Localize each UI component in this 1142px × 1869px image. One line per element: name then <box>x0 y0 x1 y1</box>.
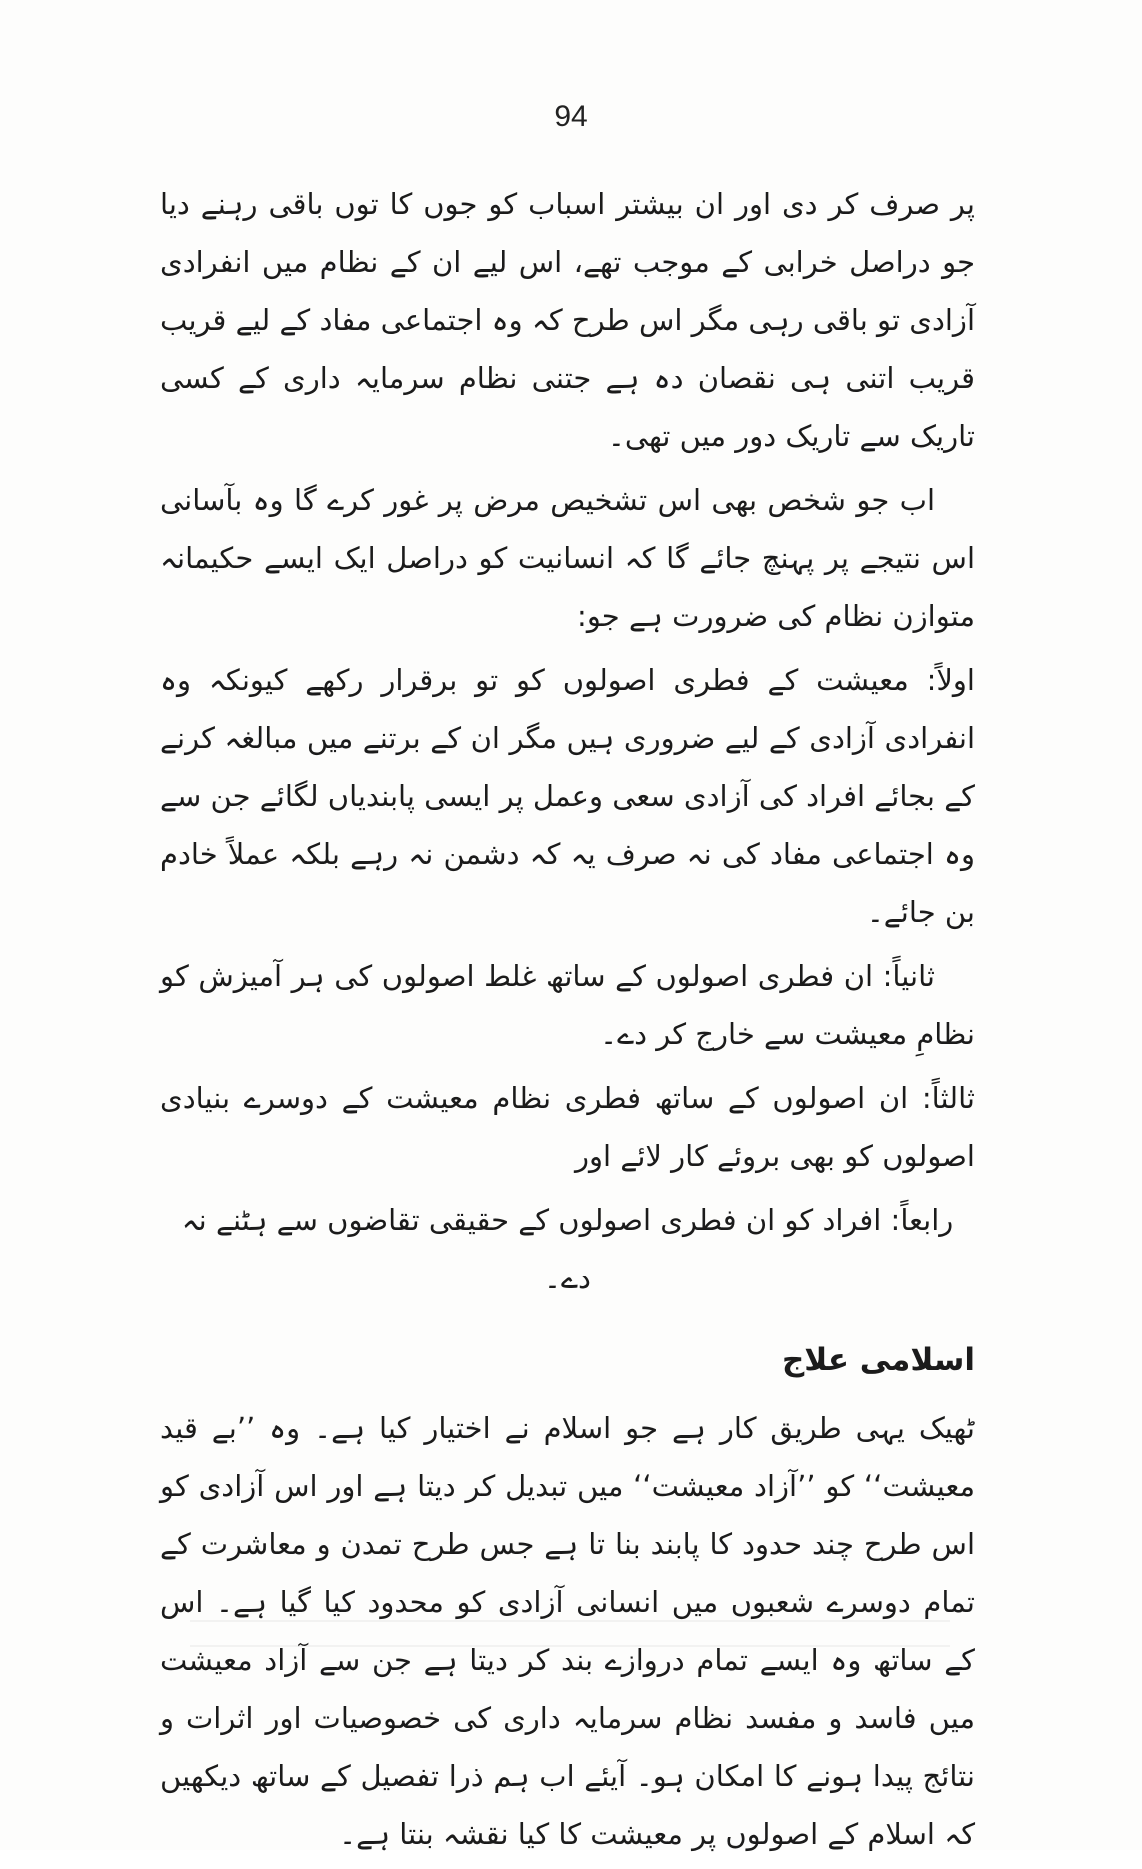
body-text <box>160 175 975 1869</box>
page-number: 94 <box>554 100 588 133</box>
paragraph-diagnosis: اب جو شخص بھی اس تشخیص مرض پر غور کرے گا وہ بآسانی اس نتیجے پر پہنچ جائے گا کہ انسانیت کو دراصل ایک ایسے حکیمانہ متوازن نظام کی ضرورت ہے جو: <box>160 483 975 633</box>
section-heading: اسلامی علاج <box>781 1342 975 1378</box>
paragraph-fourth-point: رابعاً: افراد کو ان فطری اصولوں کے حقیقی تقاضوں سے ہٹنے نہ دے۔ <box>181 1203 954 1295</box>
bleed-through-line <box>190 1645 950 1647</box>
paragraph-first-point: اولاً: معیشت کے فطری اصولوں کو تو برقرار رکھے کیونکہ وہ انفرادی آزادی کے لیے ضروری ہیں مگر ان کے برتنے میں مبالغہ کرنے کے بجائے افراد کی آزادی سعی وعمل پر ایسی پابندیاں لگائے جن سے وہ اجتماعی مفاد کی نہ صرف یہ کہ دشمن نہ رہے بلکہ عملاً خادم بن جائے۔ <box>160 663 975 929</box>
paragraph-third-point: ثالثاً: ان اصولوں کے ساتھ فطری نظام معیشت کے دوسرے بنیادی اصولوں کو بھی بروئے کار لائے اور <box>160 1081 975 1173</box>
paragraph-islamic-remedy: ٹھیک یہی طریق کار ہے جو اسلام نے اختیار کیا ہے۔ وہ ’’بے قید معیشت‘‘ کو ’’آزاد معیشت‘‘ میں تبدیل کر دیتا ہے اور اس آزادی کو اس طرح چند حدود کا پابند بنا تا ہے جس طرح تمدن و معاشرت کے تمام دوسرے شعبوں میں انسانی آزادی کو محدود کیا گیا ہے۔ اس کے ساتھ وہ ایسے تمام دروازے بند کر دیتا ہے جن سے آزاد معیشت میں فاسد و مفسد نظام سرمایہ داری کی خصوصیات اور اثرات و نتائج پیدا ہونے کا امکان ہو۔ آیئے اب ہم ذرا تفصیل کے ساتھ دیکھیں کہ اسلام کے اصولوں پر معیشت کا کیا نقشہ بنتا ہے۔ <box>160 1411 975 1851</box>
paragraph-second-point: ثانیاً: ان فطری اصولوں کے ساتھ غلط اصولوں کی ہر آمیزش کو نظامِ معیشت سے خارج کر دے۔ <box>160 959 975 1051</box>
paragraph-intro: پر صرف کر دی اور ان بیشتر اسباب کو جوں کا توں باقی رہنے دیا جو دراصل خرابی کے موجب تھے، اس لیے ان کے نظام میں انفرادی آزادی تو باقی رہی مگر اس طرح کہ وہ اجتماعی مفاد کے لیے قریب قریب اتنی ہی نقصان دہ ہے جتنی نظام سرمایہ داری کے کسی تاریک سے تاریک دور میں تھی۔ <box>160 187 975 453</box>
bleed-through-line <box>190 1620 950 1622</box>
